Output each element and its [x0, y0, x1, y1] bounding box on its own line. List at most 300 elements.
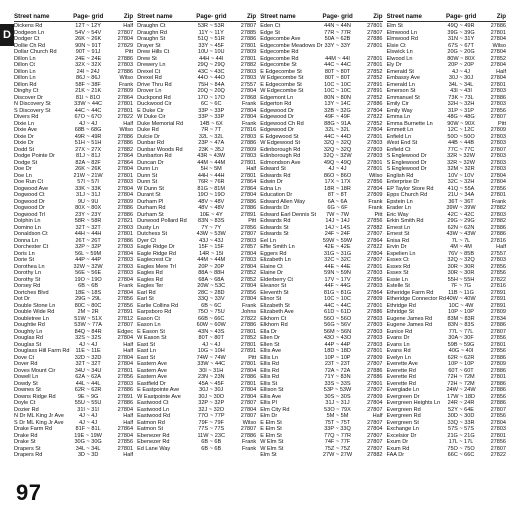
street-name: Durham Rd [137, 205, 166, 211]
street-name: Dollie Ch Rd [14, 42, 46, 49]
zip: 27809 [117, 198, 134, 205]
page-grid: 31P ~ 31P [448, 107, 474, 114]
zip: 27803 [490, 159, 507, 166]
zip: 27807 [490, 328, 507, 335]
page-grid: 5M ~ 5M [326, 413, 349, 419]
street-name: Duckpond Rd [137, 94, 171, 101]
street-name: Essie Ln [386, 276, 408, 283]
zip: 27803 [117, 263, 134, 270]
zip: 27803 [490, 88, 507, 94]
street-name: Dunn St [137, 179, 158, 185]
street-name: Edward Earl Dennis St [260, 211, 317, 218]
street-name: Edinborough Rd [260, 146, 301, 153]
page-grid: 57S ~ 57S [447, 426, 475, 432]
page-grid: 20P ~ 20P [198, 263, 225, 270]
zip: 27804 [117, 335, 134, 341]
index-row [137, 446, 256, 453]
page-grid: 43O ~ 43O [323, 335, 352, 341]
zip: Pitt [125, 49, 134, 55]
zip: 27803 [490, 140, 507, 146]
street-name: Divers Rd [14, 114, 39, 120]
zip: 27804 [490, 49, 507, 55]
zip: 27864 [117, 153, 134, 159]
zip: 27804 [490, 75, 507, 81]
street-name: Elaine Dr [260, 270, 284, 276]
index-column [387, 12, 507, 467]
page-grid: 80T ~ 80T [324, 68, 351, 75]
street-name: Edgewood Ch Rd [260, 120, 304, 127]
street-name: Edgecombe Rd [260, 55, 299, 62]
zip: 27801 [367, 133, 383, 140]
street-name: Exum Dr [386, 439, 409, 445]
street-name: Ellen St [260, 341, 280, 348]
street-name: Dodgeon Ln [14, 29, 45, 36]
zip: 27804 [117, 361, 134, 367]
street-name: Edward Allen Way [260, 198, 306, 205]
page-grid: 20P ~ 20P [448, 62, 474, 68]
zip: 27804 [240, 387, 257, 393]
street-name: Durant St [137, 192, 161, 198]
street-name: Eastwood Ct [137, 400, 169, 406]
street-name: Drexel Ct [137, 68, 161, 75]
zip: 27856 [117, 296, 134, 302]
zip: 27886 [490, 23, 507, 29]
page-grid: 48V ~ 48V [198, 205, 225, 211]
page-grid: 6A ~ 6A [327, 198, 348, 205]
street-name: Elinor St [260, 296, 282, 302]
zip: 27804 [117, 36, 134, 42]
page-grid: 80X ~ 80X [75, 205, 102, 211]
zip: 27801 [490, 432, 507, 439]
street-name: Domino Ln [14, 224, 41, 231]
page-grid: 43W ~ 43W [446, 231, 476, 237]
page-grid: 88A ~ 88H [198, 270, 225, 276]
zip: 27852 [367, 68, 383, 75]
street-name: Ellis Rd [260, 361, 280, 367]
street-name: Dutchess St [137, 231, 168, 237]
street-name: Elm St [386, 23, 403, 29]
street-name: Donna Ln [14, 237, 39, 244]
street-name: Evergreen Rd [386, 406, 421, 413]
zip: 27807 [240, 231, 257, 237]
zip: Half [372, 413, 383, 419]
street-name: Dorchester Ct [14, 244, 49, 250]
zip: 27886 [367, 309, 383, 315]
zip: 27822 [490, 452, 507, 458]
street-name: Eatmon Rd [137, 419, 165, 426]
street-name: Drover Ln [137, 88, 162, 94]
page-grid: 80T ~ 80T [198, 335, 224, 341]
zip: 27807 [367, 361, 383, 367]
street-name: Ellis Rd [260, 374, 280, 380]
street-name: Eastwood Rd [137, 413, 171, 419]
zip: 27852 [367, 94, 383, 101]
zip: 27803 [240, 68, 257, 75]
zip: 27886 [117, 133, 134, 140]
zip: Frank [118, 283, 134, 289]
street-name: Ella Dr [260, 328, 277, 335]
street-name: Eagles Rd [137, 270, 163, 276]
zip: 27886 [117, 211, 134, 218]
page-grid: 41Q ~ 55A [447, 185, 475, 192]
zip: 27801 [117, 107, 134, 114]
zip: 27856 [490, 270, 507, 276]
street-name: Doe Run Ct [14, 179, 43, 185]
street-name: Edwards Rd [260, 172, 291, 179]
page-grid: 86J ~ 86J [76, 75, 101, 81]
zip: 27882 [240, 62, 257, 68]
street-name: Ethridge St [386, 309, 414, 315]
zip: 27856 [490, 107, 507, 114]
zip: 27807 [117, 29, 134, 36]
header-page-grid: Page- grid [446, 13, 477, 20]
page-grid: 44N ~ 44N [324, 23, 351, 29]
zip: 27803 [240, 75, 257, 81]
zip: 27803 [240, 153, 257, 159]
zip: 27886 [240, 140, 257, 146]
page-grid: 6B ~ 6B [201, 439, 222, 445]
page-grid: 33S ~ 33S [324, 380, 351, 387]
zip: Johns [241, 309, 257, 315]
page-grid: 20Q ~ 20Q [197, 88, 225, 94]
page-grid: 6B ~ 6B [78, 283, 99, 289]
page-grid: 18E ~ 18S [75, 289, 102, 296]
index-row [260, 452, 382, 459]
page-grid: 26K ~ 26K [75, 36, 102, 42]
page-grid: 57I ~ 57I [77, 179, 99, 185]
zip: 27804 [490, 179, 507, 185]
page-grid: 31G ~ 31G [323, 250, 352, 257]
page-grid: 44C ~ 44C [324, 62, 351, 68]
zip: Half [123, 341, 134, 348]
page-grid: 32Q ~ 32Q [323, 146, 352, 153]
page-grid: 77Q ~ 77R [324, 432, 351, 439]
street-name: Elm St [260, 452, 277, 458]
page-grid: 51H ~ 51H [74, 140, 102, 146]
zip: 27821 [117, 218, 134, 224]
page-grid: 23Y ~ 23Y [75, 211, 102, 218]
page-grid: 81I ~ 81O [75, 94, 101, 101]
street-name: Evelyn Ln [386, 354, 411, 361]
street-name: Dyer Ct [137, 237, 156, 244]
zip: 27803 [367, 322, 383, 328]
street-name: Ethridge Rd [386, 302, 416, 309]
street-name: FAA Dr [386, 452, 405, 458]
zip: 27856 [490, 348, 507, 354]
index-column [260, 12, 382, 467]
zip: Wilso [492, 42, 507, 49]
page-grid: 8T ~ 8T [327, 192, 348, 198]
street-name: Earlie Collins Rd [137, 302, 179, 309]
zip: 27856 [490, 413, 507, 419]
zip: Pitt [248, 354, 257, 361]
page-grid: 32Q ~ 32Q [323, 140, 352, 146]
street-name: W Eastpointe Ave [137, 393, 181, 400]
street-name: Eric Way [386, 211, 409, 218]
street-name: Elizabeth St [260, 302, 290, 309]
zip: 27801 [240, 55, 257, 62]
page-grid: 72H ~ 72M [447, 374, 475, 380]
page-grid: 75H ~ 84A [198, 81, 225, 88]
zip: 27886 [490, 380, 507, 387]
street-name: Douglass Hill Farm Rd [14, 348, 70, 354]
zip: Frank [242, 439, 257, 445]
zip: 27801 [240, 172, 257, 179]
street-name: Evergreen St [386, 419, 419, 426]
street-name: Emily Way [386, 107, 413, 114]
street-name: Ellis Pl [260, 400, 277, 406]
header-street-name: Street name [137, 13, 173, 20]
zip: 27803 [367, 153, 383, 159]
zip: 27856 [490, 185, 507, 192]
street-name: Evans Dr [386, 335, 410, 341]
zip: Frank [118, 81, 134, 88]
zip: 27886 [240, 198, 257, 205]
zip: 27803 [117, 257, 134, 263]
page-grid: 21K ~ 21K [75, 88, 102, 94]
zip: 27886 [117, 55, 134, 62]
zip: 27803 [367, 146, 383, 153]
street-name: Dowell Ln [14, 374, 39, 380]
zip: 27807 [367, 387, 383, 393]
zip: 27864 [117, 159, 134, 166]
page-grid: 44H ~ 44H [197, 172, 225, 179]
street-name: Edwards St [260, 231, 289, 237]
street-name: Drapers Rd [14, 452, 43, 458]
zip: 27803 [367, 283, 383, 289]
page-grid: 33Q ~ 33V [197, 296, 225, 302]
street-name: Doves Mount Cir [14, 367, 56, 374]
page-grid: 32P ~ 32P [198, 400, 225, 406]
zip: 27807 [367, 257, 383, 263]
street-name: Ely Dr [386, 62, 402, 68]
street-name: Ellis Rd [260, 367, 280, 374]
page-grid: 42E ~ 42E [324, 244, 351, 250]
street-name: Drake Rd [14, 432, 38, 439]
header-page-grid: Page- grid [322, 13, 353, 20]
zip: 27803 [117, 270, 134, 276]
street-name: Eden Ct [260, 23, 281, 29]
zip: 27809 [240, 146, 257, 153]
page-grid: 44L ~ 44L [75, 380, 101, 387]
zip: 27807 [240, 23, 257, 29]
page-grid: 20W ~ 53C [197, 283, 226, 289]
street-name: Dove Ct [14, 354, 35, 361]
page-grid: 44O ~ 44O [197, 75, 225, 81]
zip: Edgec [117, 328, 134, 335]
street-name: Dulcie Dr [137, 133, 160, 140]
street-name: Espelien Ln [386, 250, 416, 257]
page-grid: 29G ~ 29L [75, 296, 102, 302]
zip: 27804 [117, 289, 134, 296]
street-name: Dogwood Trl [14, 211, 46, 218]
street-name: EP Taylor Store Rd [386, 185, 434, 192]
page-grid: 54V ~ 54V [75, 29, 102, 36]
page-grid: 31N ~ 31Y [447, 36, 475, 42]
zip: 27801 [490, 81, 507, 88]
page-grid: 19O ~ 19O [197, 192, 225, 198]
street-name: Elmwood Rd [386, 36, 418, 42]
street-name: Dot Dr [14, 296, 31, 302]
zip: 27886 [367, 101, 383, 107]
page-grid: 29Q ~ 29Q [197, 62, 225, 68]
street-name: Doris Ln [14, 250, 35, 257]
page-grid: 81G ~ 81G [323, 289, 352, 296]
page-number: 97 [16, 480, 42, 505]
zip: 27804 [490, 62, 507, 68]
zip: 27807 [367, 445, 383, 452]
street-name: Enfield Ct [386, 146, 411, 153]
zip: 27886 [490, 231, 507, 237]
zip: 27807 [367, 439, 383, 445]
street-name: Dozier Rd [14, 406, 39, 413]
page-grid: 4J ~ 4J [79, 341, 98, 348]
zip: Wilso [368, 172, 383, 179]
zip: 27804 [240, 88, 257, 94]
page-grid: 33W ~ 44C [197, 361, 226, 367]
street-name: Dunbarton Rd [137, 153, 172, 159]
zip: 27809 [367, 192, 383, 198]
zip: 27803 [490, 101, 507, 107]
zip: Wilso [119, 127, 134, 133]
street-name: Excelsior Dr [386, 432, 417, 439]
street-name: S Englewood Dr [386, 166, 427, 172]
street-name: Eggers Rd [260, 250, 287, 257]
page-grid: 53P ~ 53W [323, 387, 352, 393]
zip: 27809 [367, 296, 383, 302]
page-grid: 49F ~ 49F [324, 114, 351, 120]
street-name: Eastern Ave [137, 374, 167, 380]
zip: 27864 [240, 179, 257, 185]
page-grid: 3D ~ 3D [77, 452, 99, 458]
page-grid: 80W ~ 80X [447, 55, 475, 62]
zip: Half [123, 23, 134, 29]
street-name: Dinghy Ct [14, 88, 39, 94]
zip: 27807 [367, 406, 383, 413]
zip: 27882 [367, 452, 383, 458]
street-name: Durham Pl [137, 198, 164, 205]
street-name: Dillon Ln [14, 68, 36, 75]
page-grid: 24E ~ 24E [75, 55, 102, 62]
street-name: Dowdy St [14, 380, 38, 387]
street-name: Edwin Dr [260, 179, 283, 185]
zip: 27804 [367, 185, 383, 192]
zip: 27886 [240, 322, 257, 328]
page-grid: 26T ~ 26T [75, 237, 101, 244]
section-tab-d: D [0, 24, 14, 46]
zip: 27801 [367, 42, 383, 49]
zip: 27804 [367, 400, 383, 406]
street-name: East Ln [137, 348, 156, 354]
street-name: Eagles Ter [137, 283, 164, 289]
street-name: S Dr ML King Jr Ave [14, 419, 64, 426]
page-grid: 27X ~ 27X [75, 146, 102, 153]
street-name: Earpsboro Rd [137, 309, 172, 315]
zip: 27856 [490, 263, 507, 270]
page-grid: 49Q ~ 49R [447, 23, 475, 29]
street-name: Dillon Ln [14, 75, 36, 81]
zip: Frank [242, 302, 257, 309]
street-name: West End St [386, 140, 418, 146]
street-name: Eugene James Rd [386, 315, 433, 322]
page-grid: 23P ~ 47A [198, 140, 225, 146]
street-name: Doe Dr [14, 166, 32, 172]
page-grid: 10E ~ 4Y [199, 211, 223, 218]
page-grid: 90N ~ 91T [75, 42, 102, 49]
page-grid: 30J ~ 30J [448, 75, 474, 81]
page-grid: 7F ~ 7G [450, 283, 472, 289]
page-grid: 75O ~ 75O [447, 445, 475, 452]
street-name: Exum Rd [386, 445, 410, 452]
street-name: Edgecombe Meadows Dr [260, 42, 323, 49]
zip: Half [496, 68, 507, 75]
page-grid: 88G ~ 91A [324, 120, 351, 127]
page-grid: 30J ~ 30J [199, 387, 224, 393]
zip: 27856 [240, 224, 257, 231]
page-grid: 80C ~ 80C [74, 302, 102, 309]
street-name: Earl Rd [137, 289, 156, 296]
street-name: Dunn Ln [137, 166, 159, 172]
street-name: Eatmon St [137, 426, 164, 432]
zip: 27809 [367, 354, 383, 361]
street-name: Doughty Ln [14, 328, 43, 335]
page-grid: 44H ~ 44I [199, 55, 224, 62]
street-name: W Edgecombe St [260, 88, 304, 94]
page-grid: 59N ~ 59N [324, 270, 351, 276]
street-name: Dorie St [14, 257, 35, 263]
page-grid: 31J ~ 31J [325, 400, 350, 406]
zip: 27856 [490, 393, 507, 400]
page-grid: 75O ~ 75U [197, 309, 225, 315]
street-name: Eagles Mere Trl [137, 263, 176, 270]
zip: 27864 [240, 185, 257, 192]
zip: Pitt [498, 120, 507, 127]
page-grid: 43W ~ 53W [196, 231, 226, 237]
street-name: Evans Rd [386, 348, 411, 354]
page-grid: 32S ~ 32S [75, 335, 102, 341]
street-name: Emmett Ln [386, 127, 414, 133]
zip: 27803 [367, 270, 383, 276]
street-name: Embassy Ave [386, 75, 421, 81]
page-grid: 14J ~ 14J [325, 218, 350, 224]
zip: 27886 [490, 367, 507, 374]
page-grid: 14B ~ 6X [199, 120, 223, 127]
street-name: Dodger Ct [14, 36, 40, 42]
street-name: Estelle St [386, 283, 410, 289]
zip: 27804 [367, 127, 383, 133]
page-grid: 7Y ~ 7Y [201, 224, 222, 231]
page-grid: 24R ~ 24R [447, 400, 475, 406]
page-grid: 43J ~ 43J [199, 237, 224, 244]
page-grid: 39G ~ 39G [447, 29, 475, 36]
zip: 27803 [490, 211, 507, 218]
street-name: Essex Rd [386, 263, 411, 270]
page-grid: 56O ~ 56O [323, 315, 352, 322]
page-grid: 17O ~ 17O [197, 94, 225, 101]
page-grid: 59W ~ 59W [322, 237, 353, 244]
page-grid: 56L ~ 59M [75, 250, 102, 257]
zip: 27864 [367, 289, 383, 296]
zip: 27803 [367, 335, 383, 341]
page-grid: 10G ~ 10H [197, 348, 225, 354]
street-name: Edgecombe Ave [260, 36, 301, 42]
page-grid: 62N ~ 62N [447, 224, 475, 231]
zip: 27801 [240, 159, 257, 166]
street-name: Dunbar Woods Rd [137, 146, 183, 153]
street-name: Dusty Ln [137, 224, 159, 231]
page-grid: 33P ~ 33Q [324, 426, 351, 432]
zip: 27882 [367, 224, 383, 231]
